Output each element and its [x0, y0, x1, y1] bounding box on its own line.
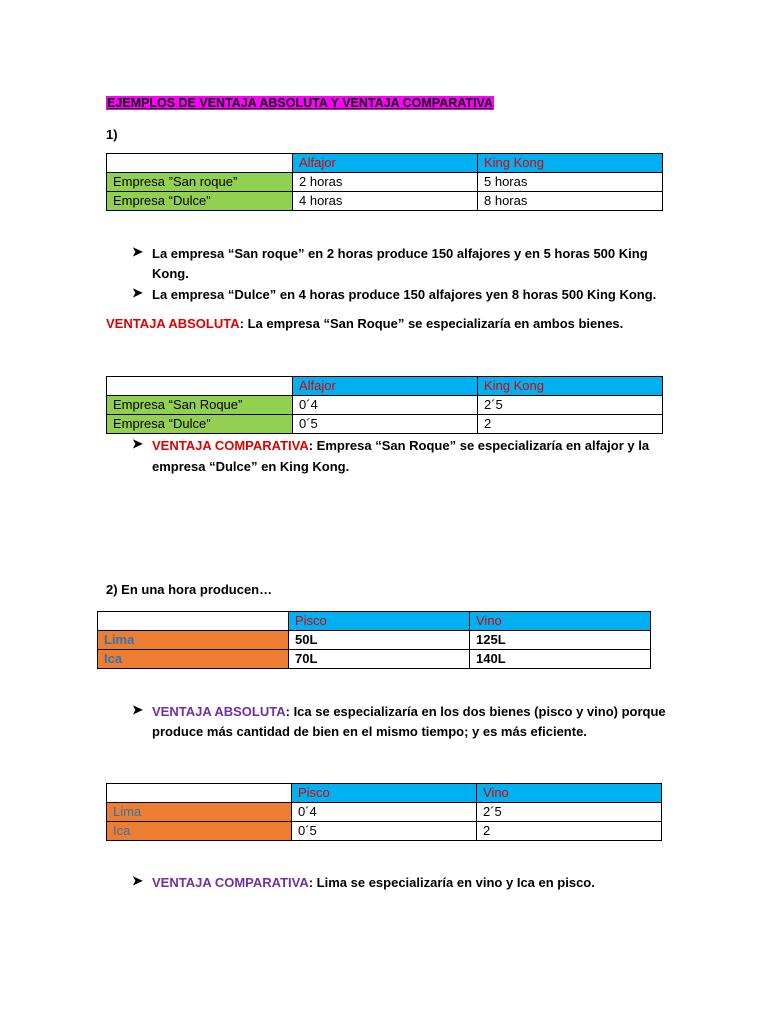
col-header-pisco: Pisco — [292, 784, 477, 803]
col-header-king-kong: King Kong — [478, 154, 663, 173]
col-header-vino: Vino — [477, 784, 662, 803]
row-label-ica: Ica — [107, 822, 292, 841]
table-cell: 2 — [478, 415, 663, 434]
table-row — [98, 631, 651, 650]
section-2-heading: 2) En una hora producen… — [106, 582, 273, 597]
section-1-number: 1) — [106, 127, 118, 142]
table-corner-cell — [98, 612, 289, 631]
col-header-alfajor: Alfajor — [293, 154, 478, 173]
table-row — [98, 650, 651, 669]
ventaja-comparativa-1 — [152, 436, 649, 456]
bullet-2-line-1: La empresa “Dulce” en 4 horas produce 150 alfajores yen 8 horas 500 King Kong. — [152, 287, 657, 302]
arrow-bullet-icon: ➤ — [132, 285, 143, 300]
table-cell: 0´5 — [292, 822, 477, 841]
table-row — [107, 822, 662, 841]
col-header-alfajor: Alfajor — [293, 377, 478, 396]
table-cell: 2 — [477, 822, 662, 841]
table-cell: 140L — [470, 650, 651, 669]
table-4-ratios — [106, 783, 662, 841]
table-cell: 4 horas — [293, 192, 478, 211]
arrow-bullet-icon: ➤ — [132, 436, 143, 451]
document-title: EJEMPLOS DE VENTAJA ABSOLUTA Y VENTAJA COMPARATIVA — [107, 96, 493, 110]
ventaja-comparativa-1-line-2: empresa “Dulce” en King Kong. — [152, 459, 350, 474]
table-row — [107, 154, 663, 173]
table-cell: 70L — [289, 650, 470, 669]
row-label-dulce: Empresa “Dulce” — [107, 192, 293, 211]
table-cell: 50L — [289, 631, 470, 650]
row-label-ica: Ica — [98, 650, 289, 669]
table-cell: 0´4 — [293, 396, 478, 415]
table-2-ratios — [106, 376, 663, 434]
ventaja-comparativa-text: : Lima se especializaría en vino y Ica en pisco. — [308, 875, 595, 890]
table-corner-cell — [107, 377, 293, 396]
table-cell: 2´5 — [477, 803, 662, 822]
ventaja-comparativa-text: : Empresa “San Roque” se especializaría en alfajor y la — [308, 438, 650, 453]
ventaja-comparativa-2 — [152, 873, 595, 893]
ventaja-absoluta-2-line-2: produce más cantidad de bien en el mismo tiempo; y es más eficiente. — [152, 724, 587, 739]
ventaja-absoluta-1 — [106, 316, 623, 331]
ventaja-absoluta-text: : Ica se especializaría en los dos bienes (pisco y vino) porque — [285, 704, 666, 719]
row-label-san-roque: Empresa “San Roque” — [107, 396, 293, 415]
ventaja-absoluta-label: VENTAJA ABSOLUTA — [152, 704, 286, 719]
table-cell: 5 horas — [478, 173, 663, 192]
table-row — [107, 192, 663, 211]
table-corner-cell — [107, 154, 293, 173]
col-header-vino: Vino — [470, 612, 651, 631]
table-row — [107, 396, 663, 415]
table-cell: 0´5 — [293, 415, 478, 434]
table-row — [107, 173, 663, 192]
table-row — [107, 803, 662, 822]
table-row — [107, 377, 663, 396]
ventaja-comparativa-label: VENTAJA COMPARATIVA — [152, 438, 309, 453]
row-label-lima: Lima — [98, 631, 289, 650]
col-header-pisco: Pisco — [289, 612, 470, 631]
col-header-king-kong: King Kong — [478, 377, 663, 396]
row-label-dulce: Empresa “Dulce” — [107, 415, 293, 434]
table-cell: 8 horas — [478, 192, 663, 211]
row-label-san-roque: Empresa ”San roque” — [107, 173, 293, 192]
table-row — [107, 784, 662, 803]
arrow-bullet-icon: ➤ — [132, 873, 143, 888]
arrow-bullet-icon: ➤ — [132, 702, 143, 717]
ventaja-absoluta-2 — [152, 702, 666, 722]
table-1-horas — [106, 153, 663, 211]
table-3-produccion — [97, 611, 651, 669]
bullet-1-line-2: Kong. — [152, 266, 189, 281]
ventaja-absoluta-label: VENTAJA ABSOLUTA — [106, 316, 240, 331]
table-cell: 2 horas — [293, 173, 478, 192]
ventaja-comparativa-label: VENTAJA COMPARATIVA — [152, 875, 309, 890]
ventaja-absoluta-text: : La empresa “San Roque” se especializaría en ambos bienes. — [239, 316, 624, 331]
row-label-lima: Lima — [107, 803, 292, 822]
table-cell: 2´5 — [478, 396, 663, 415]
table-row — [107, 415, 663, 434]
table-cell: 0´4 — [292, 803, 477, 822]
table-corner-cell — [107, 784, 292, 803]
table-row — [98, 612, 651, 631]
table-cell: 125L — [470, 631, 651, 650]
bullet-1-line-1: La empresa “San roque” en 2 horas produce 150 alfajores y en 5 horas 500 King — [152, 246, 648, 261]
arrow-bullet-icon: ➤ — [132, 244, 143, 259]
